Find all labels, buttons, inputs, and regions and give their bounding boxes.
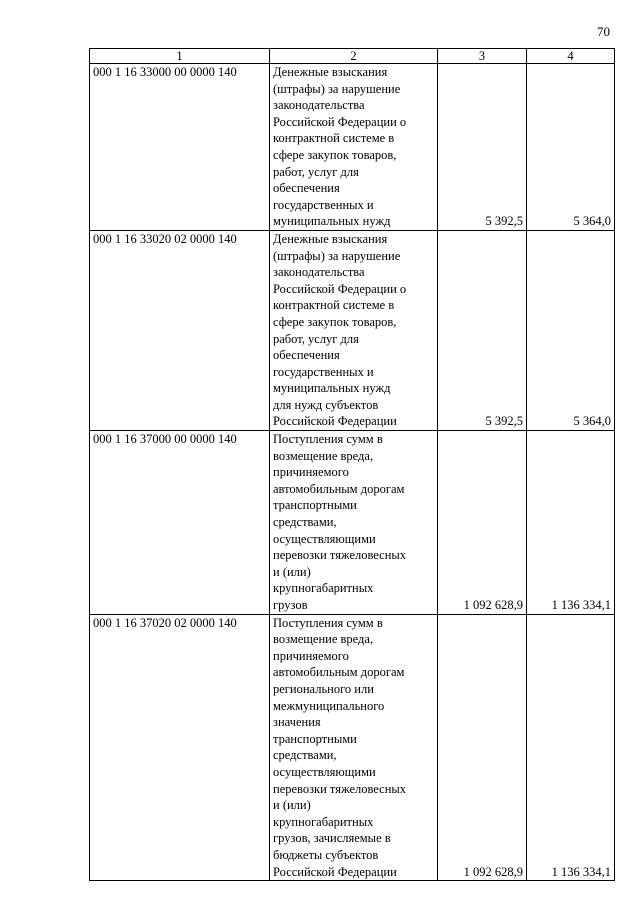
revenue-name-line: причиняемого [273, 465, 349, 480]
budget-code-cell: 000 1 16 37000 00 0000 140 [90, 431, 270, 615]
revenue-name-line: осуществляющими [273, 764, 376, 779]
table-row [90, 230, 615, 430]
table-row [90, 431, 615, 615]
revenue-name-line: Российской Федерации о [273, 281, 407, 296]
revenue-name-line: транспортными [273, 498, 357, 513]
revenue-name-line: Поступления сумм в [273, 432, 383, 447]
revenue-name-line: грузов [273, 598, 308, 612]
table-body [90, 64, 615, 881]
revenue-name-line: бюджеты субъектов [273, 847, 379, 862]
table-row [90, 614, 615, 881]
page-number: 70 [597, 24, 610, 39]
amount-col3-cell: 5 392,5 [438, 64, 527, 231]
revenue-name-line: Российской Федерации [273, 414, 397, 429]
revenue-name-line: средствами, [273, 748, 337, 763]
revenue-name-line: осуществляющими [273, 531, 376, 546]
revenue-name-line: перевозки тяжеловесных [273, 781, 407, 796]
column-header-1: 1 [90, 49, 270, 64]
revenue-name-line: обеспечения [273, 181, 340, 196]
amount-col4-cell: 1 136 334,1 [527, 431, 615, 615]
revenue-name-line: возмещение вреда, [273, 448, 374, 463]
revenue-name-line: грузов, зачисляемые в [273, 831, 391, 846]
amount-col4-cell: 1 136 334,1 [527, 614, 615, 881]
revenue-name-cell [270, 230, 438, 430]
revenue-name-line: Денежные взыскания [273, 231, 388, 246]
revenue-name-line: (штрафы) за нарушение [273, 248, 401, 263]
table-row [90, 64, 615, 231]
revenue-name-line: государственных и [273, 197, 374, 212]
revenue-name-line: для нужд субъектов [273, 397, 379, 412]
revenue-name-line: работ, услуг для [273, 164, 359, 179]
revenue-name-line: перевозки тяжеловесных [273, 548, 407, 563]
revenue-name-line: контрактной системе в [273, 131, 395, 146]
amount-col4-cell: 5 364,0 [527, 230, 615, 430]
table-header-row [90, 49, 615, 64]
budget-code-cell: 000 1 16 33020 02 0000 140 [90, 230, 270, 430]
revenue-name-line: автомобильным дорогам [273, 481, 405, 496]
revenue-name-line: законодательства [273, 265, 365, 280]
revenue-name-line: возмещение вреда, [273, 632, 374, 647]
revenue-name-line: Российской Федерации [273, 864, 397, 879]
revenue-name-cell [270, 431, 438, 615]
revenue-name-line: Российской Федерации о [273, 114, 407, 129]
revenue-name-line: причиняемого [273, 648, 349, 663]
revenue-name-line: законодательства [273, 98, 365, 113]
revenue-name-line: контрактной системе в [273, 298, 395, 313]
revenue-name-line: и (или) [273, 798, 311, 813]
revenue-name-line: сфере закупок товаров, [273, 314, 397, 329]
revenue-name-line: регионального или [273, 681, 374, 696]
revenue-name-line: Денежные взыскания [273, 65, 388, 79]
revenue-name-line: крупногабаритных [273, 814, 374, 829]
revenue-name-line: Поступления сумм в [273, 615, 383, 630]
revenue-name-line: сфере закупок товаров, [273, 147, 397, 162]
revenue-name-line: транспортными [273, 731, 357, 746]
revenue-name-line: и (или) [273, 564, 311, 579]
revenue-name-line: обеспечения [273, 348, 340, 363]
revenue-name-line: средствами, [273, 515, 337, 530]
budget-code-cell: 000 1 16 33000 00 0000 140 [90, 64, 270, 231]
revenue-name-cell [270, 64, 438, 231]
column-header-2: 2 [270, 49, 438, 64]
amount-col3-cell: 1 092 628,9 [438, 431, 527, 615]
revenue-name-line: межмуниципального [273, 698, 385, 713]
revenue-name-line: государственных и [273, 364, 374, 379]
revenue-name-line: значения [273, 715, 321, 730]
revenue-name-line: крупногабаритных [273, 581, 374, 596]
amount-col3-cell: 5 392,5 [438, 230, 527, 430]
revenue-name-line: автомобильным дорогам [273, 665, 405, 680]
amount-col3-cell: 1 092 628,9 [438, 614, 527, 881]
budget-code-cell: 000 1 16 37020 02 0000 140 [90, 614, 270, 881]
column-header-3: 3 [438, 49, 527, 64]
revenue-name-line: (штрафы) за нарушение [273, 81, 401, 96]
revenue-name-line: муниципальных нужд [273, 214, 391, 229]
amount-col4-cell: 5 364,0 [527, 64, 615, 231]
revenue-name-line: работ, услуг для [273, 331, 359, 346]
revenue-name-cell [270, 614, 438, 881]
budget-revenue-table [89, 48, 615, 881]
column-header-4: 4 [527, 49, 615, 64]
revenue-name-line: муниципальных нужд [273, 381, 391, 396]
